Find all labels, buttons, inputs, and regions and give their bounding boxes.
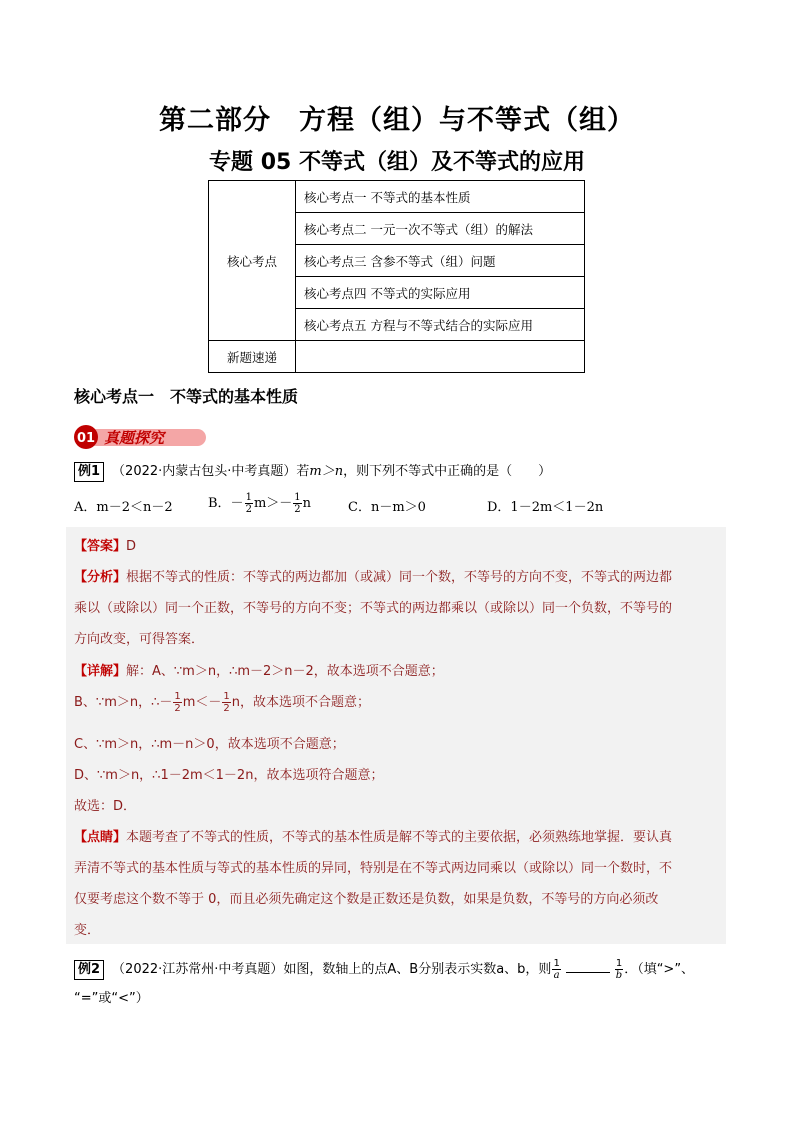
example2-question-line2: “=”或“<”） xyxy=(74,991,149,1006)
section-heading: 核心考点一 不等式的基本性质 xyxy=(74,387,299,406)
option-d: D．1－2m＜1－2n xyxy=(487,500,604,515)
example1-question: 例1 （2022·内蒙古包头·中考真题）若m＞n，则下列不等式中正确的是（ ） xyxy=(74,462,551,482)
core-point-row: 核心考点五 方程与不等式结合的实际应用 xyxy=(296,309,585,341)
main-title: 第二部分 方程（组）与不等式（组） xyxy=(159,105,635,136)
choose-line: 故选：D． xyxy=(74,799,137,814)
point-line-4: 变． xyxy=(74,923,101,938)
banner-text: 真题探究 xyxy=(104,429,165,447)
option-c: C．n－m＞0 xyxy=(348,500,426,515)
point-line-2: 弄清不等式的基本性质与等式的基本性质的异同，特别是在不等式两边同乘以（或除以）同一个数时，不 xyxy=(74,861,673,876)
new-questions-label: 新题速递 xyxy=(209,341,296,373)
example1-label: 例1 xyxy=(74,462,104,482)
section-banner xyxy=(74,424,209,450)
core-points-label: 核心考点 xyxy=(209,181,296,341)
core-point-row: 核心考点一 不等式的基本性质 xyxy=(296,181,585,213)
detail-line-c: C、∵m＞n，∴m－n＞0，故本选项不合题意； xyxy=(74,737,345,752)
option-b: B．－ $\frac{1}{2}$ m＞－ $\frac{1}{2}$ n xyxy=(208,492,312,515)
core-point-row: 核心考点三 含参不等式（组）问题 xyxy=(296,245,585,277)
detail-line-b: B、∵m＞n，∴－ $\frac{1}{2}$ m＜－ $\frac{1}{2}$ n，故本选项不合题意； xyxy=(74,691,371,714)
sub-title: 专题 05 不等式（组）及不等式的应用 xyxy=(209,150,585,175)
option-a: A．m－2＜n－2 xyxy=(74,500,173,515)
banner-number: 01 xyxy=(76,431,96,446)
core-points-table xyxy=(208,180,585,373)
analysis-line-2: 乘以（或除以）同一个正数，不等号的方向不变；不等式的两边都乘以（或除以）同一个负数，不等号的 xyxy=(74,601,673,616)
detail-line-d: D、∵m＞n，∴1－2m＜1－2n，故本选项符合题意； xyxy=(74,768,384,783)
core-point-row: 核心考点四 不等式的实际应用 xyxy=(296,277,585,309)
core-point-row: 核心考点二 一元一次不等式（组）的解法 xyxy=(296,213,585,245)
answer-line: 【答案】D xyxy=(74,539,137,554)
answer-blank[interactable] xyxy=(566,961,610,973)
point-line-3: 仅要考虑这个数不等于 0，而且必须先确定这个数是正数还是负数，如果是负数，不等号的方向必须改 xyxy=(74,892,659,907)
example2-question: 例2 （2022·江苏常州·中考真题）如图，数轴上的点A、B分别表示实数a、b，则 $\frac{1}{a}$ $\frac{1}{b}$ ．（填“>”、 xyxy=(74,958,694,981)
point-line-1: 【点睛】本题考查了不等式的性质，不等式的基本性质是解不等式的主要依据，必须熟练地掌握．要认真 xyxy=(74,830,673,845)
new-questions-value xyxy=(296,341,585,373)
analysis-line-1: 【分析】根据不等式的性质：不等式的两边都加（或减）同一个数，不等号的方向不变，不等式的两边都 xyxy=(74,570,673,585)
example2-label: 例2 xyxy=(74,960,104,980)
detail-line-a: 【详解】解：A、∵m＞n，∴m－2＞n－2，故本选项不合题意； xyxy=(74,664,444,679)
analysis-line-3: 方向改变，可得答案． xyxy=(74,632,205,647)
